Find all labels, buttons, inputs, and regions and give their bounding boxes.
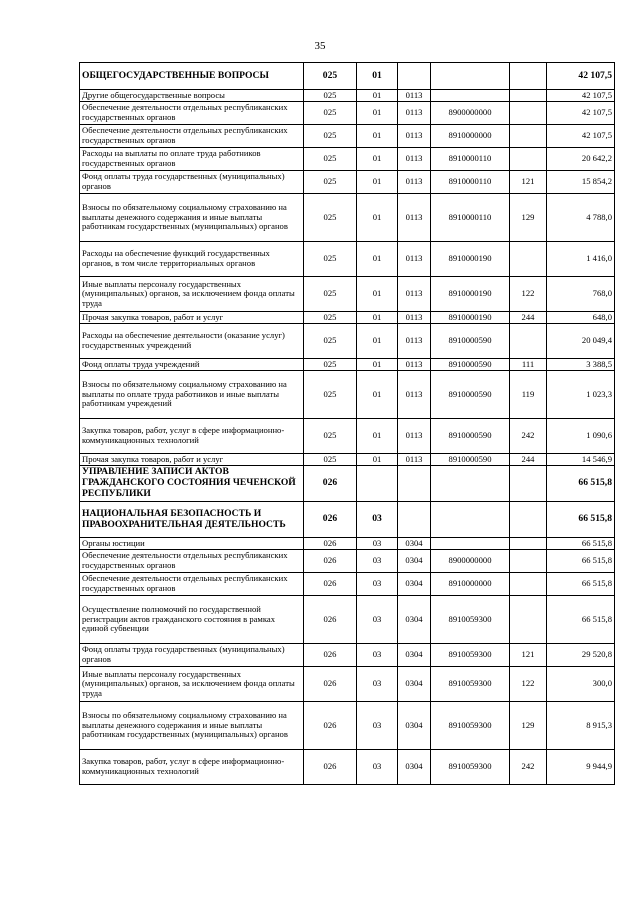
row-section-cell: 03 [357, 702, 398, 750]
table-row [80, 90, 615, 102]
row-expense-type-cell [510, 324, 547, 359]
row-ved-cell: 025 [304, 371, 357, 419]
row-section-cell: 01 [357, 242, 398, 277]
row-expense-type-cell [510, 573, 547, 596]
table-row [80, 324, 615, 359]
row-target-article-cell: 8910000110 [431, 171, 510, 194]
row-amount-cell: 42 107,5 [547, 125, 615, 148]
row-ved-cell: 025 [304, 359, 357, 371]
row-section-cell: 01 [357, 194, 398, 242]
row-target-article-cell [431, 63, 510, 90]
row-name-cell: НАЦИОНАЛЬНАЯ БЕЗОПАСНОСТЬ И ПРАВООХРАНИТЕЛЬНАЯ ДЕЯТЕЛЬНОСТЬ [80, 502, 304, 538]
row-expense-type-cell [510, 538, 547, 550]
row-target-article-cell: 8910059300 [431, 644, 510, 667]
row-expense-type-cell [510, 466, 547, 502]
row-section-cell: 03 [357, 644, 398, 667]
row-ved-cell: 026 [304, 538, 357, 550]
row-target-article-cell: 8910000590 [431, 419, 510, 454]
row-expense-type-cell [510, 102, 547, 125]
row-name-cell: Прочая закупка товаров, работ и услуг [80, 312, 304, 324]
row-target-article-cell: 8910059300 [431, 667, 510, 702]
row-name-cell: Закупка товаров, работ, услуг в сфере информационно-коммуникационных технологий [80, 419, 304, 454]
row-target-article-cell [431, 90, 510, 102]
row-ved-cell: 026 [304, 750, 357, 785]
page-number: 35 [314, 40, 326, 52]
row-subsection-cell: 0113 [398, 242, 431, 277]
table-row [80, 63, 615, 90]
row-section-cell: 03 [357, 550, 398, 573]
row-subsection-cell: 0113 [398, 324, 431, 359]
table-row [80, 148, 615, 171]
row-name-cell: Обеспечение деятельности отдельных республиканских государственных органов [80, 102, 304, 125]
row-name-cell: Взносы по обязательному социальному страхованию на выплаты денежного содержания и иные выплаты работникам государственных (муниципальных) органов [80, 194, 304, 242]
row-subsection-cell [398, 466, 431, 502]
row-name-cell: Расходы на выплаты по оплате труда работников государственных органов [80, 148, 304, 171]
row-amount-cell: 1 023,3 [547, 371, 615, 419]
row-target-article-cell [431, 502, 510, 538]
row-ved-cell: 026 [304, 702, 357, 750]
row-amount-cell: 66 515,8 [547, 466, 615, 502]
row-subsection-cell: 0113 [398, 419, 431, 454]
row-ved-cell: 026 [304, 644, 357, 667]
row-section-cell: 03 [357, 502, 398, 538]
row-section-cell: 03 [357, 596, 398, 644]
row-amount-cell: 3 388,5 [547, 359, 615, 371]
row-target-article-cell: 8910000190 [431, 277, 510, 312]
row-name-cell: Обеспечение деятельности отдельных республиканских государственных органов [80, 573, 304, 596]
row-name-cell: Обеспечение деятельности отдельных республиканских государственных органов [80, 550, 304, 573]
row-amount-cell: 768,0 [547, 277, 615, 312]
row-amount-cell: 66 515,8 [547, 550, 615, 573]
row-subsection-cell: 0304 [398, 573, 431, 596]
row-subsection-cell: 0304 [398, 538, 431, 550]
row-expense-type-cell: 244 [510, 312, 547, 324]
row-name-cell: Фонд оплаты труда государственных (муниципальных) органов [80, 171, 304, 194]
row-ved-cell: 025 [304, 148, 357, 171]
row-target-article-cell: 8910000590 [431, 324, 510, 359]
row-name-cell: Фонд оплаты труда государственных (муниципальных) органов [80, 644, 304, 667]
row-name-cell: Иные выплаты персоналу государственных (муниципальных) органов, за исключением фонда оплаты труда [80, 277, 304, 312]
row-ved-cell: 025 [304, 242, 357, 277]
row-section-cell: 01 [357, 90, 398, 102]
row-amount-cell: 9 944,9 [547, 750, 615, 785]
row-name-cell: Взносы по обязательному социальному страхованию на выплаты по оплате труда работников и иные выплаты работникам учреждений [80, 371, 304, 419]
table-row [80, 102, 615, 125]
table-row [80, 419, 615, 454]
row-ved-cell: 026 [304, 550, 357, 573]
row-target-article-cell [431, 466, 510, 502]
budget-table [79, 62, 615, 785]
row-section-cell: 01 [357, 371, 398, 419]
table-row [80, 454, 615, 466]
table-row [80, 644, 615, 667]
table-row [80, 194, 615, 242]
table-row [80, 550, 615, 573]
row-section-cell: 03 [357, 667, 398, 702]
row-expense-type-cell: 129 [510, 194, 547, 242]
row-subsection-cell: 0304 [398, 702, 431, 750]
row-subsection-cell [398, 502, 431, 538]
row-amount-cell: 66 515,8 [547, 596, 615, 644]
row-subsection-cell: 0304 [398, 644, 431, 667]
row-amount-cell: 8 915,3 [547, 702, 615, 750]
row-name-cell: Взносы по обязательному социальному страхованию на выплаты денежного содержания и иные выплаты работникам государственных (муниципальных) органов [80, 702, 304, 750]
row-expense-type-cell [510, 550, 547, 573]
row-subsection-cell: 0113 [398, 125, 431, 148]
row-target-article-cell: 8910000190 [431, 242, 510, 277]
row-amount-cell: 42 107,5 [547, 90, 615, 102]
row-ved-cell: 026 [304, 466, 357, 502]
row-amount-cell: 29 520,8 [547, 644, 615, 667]
row-section-cell: 01 [357, 148, 398, 171]
row-target-article-cell: 8900000000 [431, 550, 510, 573]
row-name-cell: Обеспечение деятельности отдельных республиканских государственных органов [80, 125, 304, 148]
row-section-cell: 03 [357, 573, 398, 596]
table-row [80, 466, 615, 502]
row-subsection-cell: 0113 [398, 359, 431, 371]
row-amount-cell: 648,0 [547, 312, 615, 324]
row-ved-cell: 026 [304, 502, 357, 538]
table-row [80, 750, 615, 785]
row-name-cell: Расходы на обеспечение функций государственных органов, в том числе территориальных органов [80, 242, 304, 277]
row-expense-type-cell [510, 90, 547, 102]
row-amount-cell: 66 515,8 [547, 573, 615, 596]
row-target-article-cell [431, 538, 510, 550]
row-amount-cell: 300,0 [547, 667, 615, 702]
row-target-article-cell: 8910000110 [431, 194, 510, 242]
row-name-cell: Расходы на обеспечение деятельности (оказание услуг) государственных учреждений [80, 324, 304, 359]
row-ved-cell: 025 [304, 277, 357, 312]
row-name-cell: ОБЩЕГОСУДАРСТВЕННЫЕ ВОПРОСЫ [80, 63, 304, 90]
row-section-cell: 01 [357, 324, 398, 359]
table-row [80, 573, 615, 596]
row-expense-type-cell: 121 [510, 171, 547, 194]
row-expense-type-cell: 242 [510, 750, 547, 785]
row-ved-cell: 025 [304, 312, 357, 324]
row-subsection-cell: 0304 [398, 667, 431, 702]
row-ved-cell: 025 [304, 324, 357, 359]
row-amount-cell: 15 854,2 [547, 171, 615, 194]
row-expense-type-cell: 122 [510, 277, 547, 312]
row-subsection-cell: 0304 [398, 750, 431, 785]
table-row [80, 312, 615, 324]
row-name-cell: Органы юстиции [80, 538, 304, 550]
row-target-article-cell: 8910000590 [431, 454, 510, 466]
row-subsection-cell: 0304 [398, 596, 431, 644]
row-expense-type-cell [510, 148, 547, 171]
row-ved-cell: 025 [304, 171, 357, 194]
row-section-cell: 01 [357, 454, 398, 466]
table-row [80, 125, 615, 148]
row-amount-cell: 4 788,0 [547, 194, 615, 242]
row-amount-cell: 42 107,5 [547, 102, 615, 125]
row-expense-type-cell: 119 [510, 371, 547, 419]
row-expense-type-cell: 111 [510, 359, 547, 371]
row-name-cell: Фонд оплаты труда учреждений [80, 359, 304, 371]
row-subsection-cell: 0113 [398, 194, 431, 242]
row-amount-cell: 66 515,8 [547, 538, 615, 550]
row-name-cell: Закупка товаров, работ, услуг в сфере информационно-коммуникационных технологий [80, 750, 304, 785]
row-amount-cell: 20 049,4 [547, 324, 615, 359]
table-row [80, 171, 615, 194]
row-subsection-cell: 0113 [398, 312, 431, 324]
row-section-cell: 03 [357, 750, 398, 785]
row-expense-type-cell: 244 [510, 454, 547, 466]
row-ved-cell: 025 [304, 102, 357, 125]
row-amount-cell: 14 546,9 [547, 454, 615, 466]
row-section-cell: 01 [357, 171, 398, 194]
row-expense-type-cell [510, 125, 547, 148]
row-name-cell: Прочая закупка товаров, работ и услуг [80, 454, 304, 466]
table-row [80, 538, 615, 550]
table-row [80, 667, 615, 702]
row-target-article-cell: 8910000590 [431, 371, 510, 419]
table-row [80, 242, 615, 277]
row-subsection-cell: 0113 [398, 102, 431, 125]
table-row [80, 359, 615, 371]
row-expense-type-cell [510, 596, 547, 644]
table-row [80, 371, 615, 419]
row-name-cell: Другие общегосударственные вопросы [80, 90, 304, 102]
row-subsection-cell: 0113 [398, 277, 431, 312]
row-name-cell: Осуществление полномочий по государственной регистрации актов гражданского состояния в рамках единой субвенции [80, 596, 304, 644]
row-amount-cell: 1 090,6 [547, 419, 615, 454]
row-ved-cell: 025 [304, 454, 357, 466]
row-amount-cell: 1 416,0 [547, 242, 615, 277]
row-expense-type-cell [510, 502, 547, 538]
row-subsection-cell: 0113 [398, 148, 431, 171]
row-section-cell: 01 [357, 312, 398, 324]
row-ved-cell: 025 [304, 90, 357, 102]
row-subsection-cell: 0113 [398, 171, 431, 194]
row-expense-type-cell: 129 [510, 702, 547, 750]
row-section-cell: 01 [357, 63, 398, 90]
row-target-article-cell: 8910059300 [431, 702, 510, 750]
row-subsection-cell: 0113 [398, 371, 431, 419]
row-target-article-cell: 8910000000 [431, 125, 510, 148]
row-expense-type-cell: 242 [510, 419, 547, 454]
row-amount-cell: 66 515,8 [547, 502, 615, 538]
row-section-cell: 01 [357, 102, 398, 125]
row-target-article-cell: 8900000000 [431, 102, 510, 125]
row-subsection-cell [398, 63, 431, 90]
row-target-article-cell: 8910059300 [431, 750, 510, 785]
row-ved-cell: 025 [304, 63, 357, 90]
table-row [80, 277, 615, 312]
row-ved-cell: 025 [304, 194, 357, 242]
row-name-cell: УПРАВЛЕНИЕ ЗАПИСИ АКТОВ ГРАЖДАНСКОГО СОСТОЯНИЯ ЧЕЧЕНСКОЙ РЕСПУБЛИКИ [80, 466, 304, 502]
row-expense-type-cell: 122 [510, 667, 547, 702]
row-name-cell: Иные выплаты персоналу государственных (муниципальных) органов, за исключением фонда оплаты труда [80, 667, 304, 702]
row-section-cell: 01 [357, 277, 398, 312]
budget-table-body [80, 63, 615, 785]
row-section-cell [357, 466, 398, 502]
row-ved-cell: 025 [304, 125, 357, 148]
row-expense-type-cell [510, 63, 547, 90]
row-target-article-cell: 8910000110 [431, 148, 510, 171]
row-section-cell: 01 [357, 359, 398, 371]
table-row [80, 502, 615, 538]
row-ved-cell: 025 [304, 419, 357, 454]
row-subsection-cell: 0113 [398, 454, 431, 466]
table-row [80, 702, 615, 750]
row-target-article-cell: 8910059300 [431, 596, 510, 644]
row-section-cell: 01 [357, 125, 398, 148]
row-section-cell: 01 [357, 419, 398, 454]
row-target-article-cell: 8910000190 [431, 312, 510, 324]
row-target-article-cell: 8910000590 [431, 359, 510, 371]
row-section-cell: 03 [357, 538, 398, 550]
row-subsection-cell: 0304 [398, 550, 431, 573]
row-amount-cell: 42 107,5 [547, 63, 615, 90]
table-row [80, 596, 615, 644]
row-ved-cell: 026 [304, 667, 357, 702]
row-subsection-cell: 0113 [398, 90, 431, 102]
row-expense-type-cell [510, 242, 547, 277]
row-ved-cell: 026 [304, 596, 357, 644]
row-ved-cell: 026 [304, 573, 357, 596]
row-expense-type-cell: 121 [510, 644, 547, 667]
row-amount-cell: 20 642,2 [547, 148, 615, 171]
row-target-article-cell: 8910000000 [431, 573, 510, 596]
